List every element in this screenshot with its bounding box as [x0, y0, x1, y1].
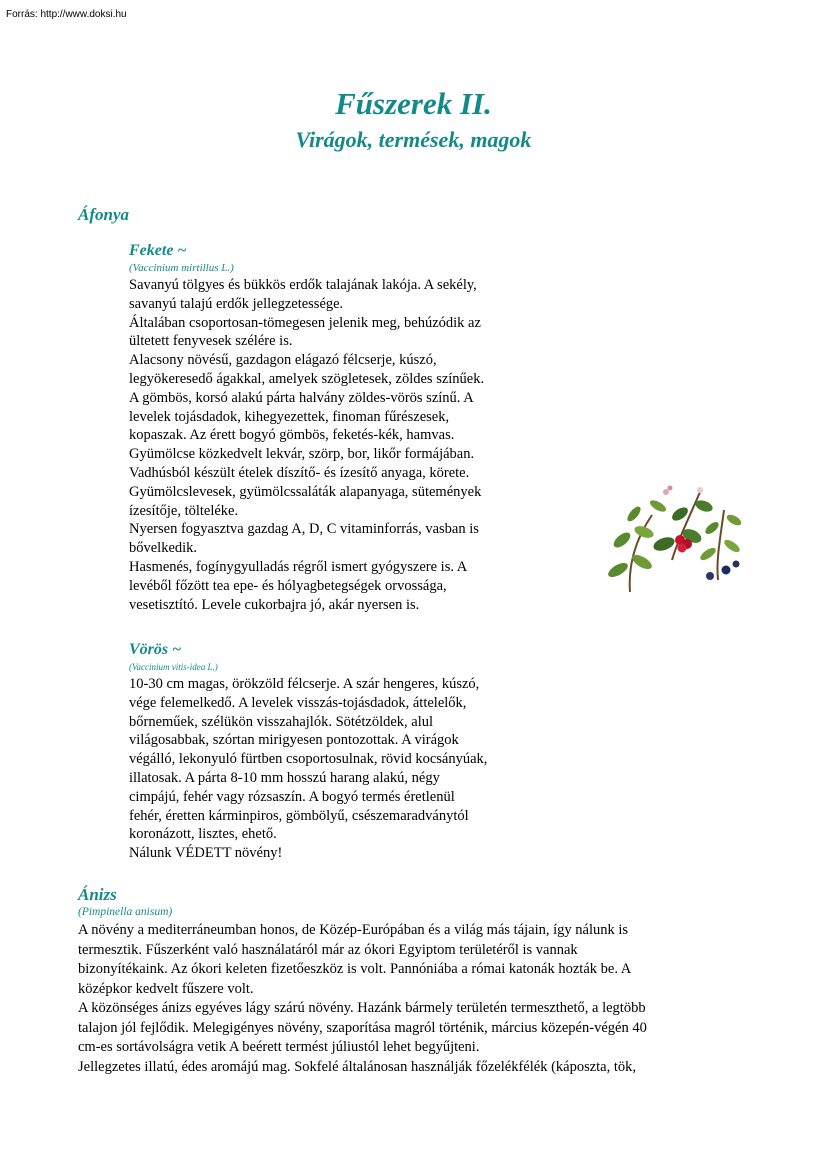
text-line: levelek tojásdadok, kihegyezettek, finoman fűrészesek,: [129, 408, 450, 425]
text-line: ízesítője, tölteléke.: [129, 502, 239, 519]
text-line: legyökeresedő ágakkal, amelyek szögletesek, zöldes színűek.: [129, 370, 485, 387]
text-line: vége felemelkedő. A levelek visszás-tojásdadok, áttelelők,: [129, 694, 467, 711]
text-line: termesztik. Fűszerként való használatáról már az ókori Egyiptom területéről is vannak: [78, 941, 578, 958]
paragraph-voros: [129, 675, 487, 863]
text-line: bővelkedik.: [129, 540, 198, 557]
section-heading-afonya: Áfonya: [78, 205, 129, 224]
text-line: A gömbös, korsó alakú párta halvány zöldes-vörös színű. A: [129, 389, 474, 406]
source-url: Forrás: http://www.doksi.hu: [6, 9, 127, 20]
text-line: Gyümölcse közkedvelt lekvár, szörp, bor, likőr formájában.: [129, 446, 475, 463]
text-line: kopaszak. Az érett bogyó gömbös, feketés-kék, hamvas.: [129, 427, 455, 444]
text-line: talajon jól fejlődik. Melegigényes növény, szaporítása magról történik, március közepén-végén 40: [78, 1019, 647, 1036]
text-line: bizonyítékaink. Az ókori keleten fizetőeszköz is volt. Pannóniába a római katonák hozták be. A: [78, 961, 632, 977]
text-line: végálló, lekonyuló fürtben csoportosulnak, rövid kocsányúak,: [129, 751, 488, 768]
subsection-heading-fekete: Fekete ~: [129, 242, 187, 259]
subsection-heading-voros: Vörös ~: [129, 641, 182, 658]
text-line: A közönséges ánizs egyéves lágy szárú növény. Hazánk bármely területén termeszthető, a legtöbb: [78, 1000, 646, 1016]
latin-name-voros: (Vaccinium vitis-idea L.): [129, 662, 218, 672]
text-line: Savanyú tölgyes és bükkös erdők talajának lakója. A sekély,: [129, 277, 477, 293]
text-line: vesetisztító. Levele cukorbajra jó, akár nyersen is.: [129, 596, 420, 613]
text-line: Vadhúsból készült ételek díszítő- és ízesítő anyaga, körete.: [129, 464, 470, 481]
page-subtitle: Virágok, termések, magok: [295, 127, 532, 152]
berry-plant-illustration: [600, 470, 750, 600]
text-line: bőrneműek, szélükön visszahajlók. Sötétzöldek, alul: [129, 713, 434, 730]
text-line: Nyersen fogyasztva gazdag A, D, C vitaminforrás, vasban is: [129, 521, 479, 538]
text-line: középkor kedvelt fűszere volt.: [78, 980, 254, 997]
paragraph-fekete: [129, 276, 484, 614]
page-title: Fűszerek II.: [335, 86, 492, 121]
text-line: savanyú talajú erdők jellegzetessége.: [129, 295, 344, 312]
text-line: Jellegzetes illatú, édes aromájú mag. Sokfelé általánosan használják főzelékfélék (káposzta, tök,: [78, 1058, 637, 1075]
text-line: 10-30 cm magas, örökzöld félcserje. A szár hengeres, kúszó,: [129, 676, 480, 692]
text-line: Általában csoportosan-tömegesen jelenik meg, behúzódik az: [129, 314, 481, 331]
text-line: Nálunk VÉDETT növény!: [129, 845, 283, 862]
latin-name-fekete: (Vaccinium mirtillus L.): [129, 262, 234, 274]
text-line: A növény a mediterráneumban honos, de Közép-Európában és a világ más tájain, így nálunk is: [78, 922, 629, 938]
text-line: ültetett fenyvesek szélére is.: [129, 333, 293, 350]
text-line: világosabbak, szórtan mirigyesen pontozottak. A virágok: [129, 732, 459, 749]
text-line: koronázott, lisztes, ehető.: [129, 826, 277, 843]
text-line: cimpájú, fehér vagy rózsaszín. A bogyó termés éretlenül: [129, 788, 455, 805]
text-line: Alacsony növésű, gazdagon elágazó félcserje, kúszó,: [129, 352, 437, 369]
text-line: cm-es sortávolságra vetik A beérett termést júliustól lehet begyűjteni.: [78, 1039, 480, 1055]
section-heading-anizs: Ánizs: [78, 885, 117, 904]
text-line: illatosak. A párta 8-10 mm hosszú harang alakú, négy: [129, 769, 440, 786]
text-line: Gyümölcslevesek, gyümölcssaláták alapanyaga, sütemények: [129, 483, 482, 500]
text-line: Hasmenés, fogínygyulladás régről ismert gyógyszere is. A: [129, 558, 468, 575]
text-line: levéből főzött tea epe- és hólyagbetegségek orvossága,: [129, 577, 447, 594]
paragraph-anizs: [78, 921, 647, 1077]
text-line: fehér, éretten kárminpiros, gömbölyű, csészemaradványtól: [129, 807, 469, 824]
latin-name-anizs: (Pimpinella anisum): [78, 906, 173, 918]
